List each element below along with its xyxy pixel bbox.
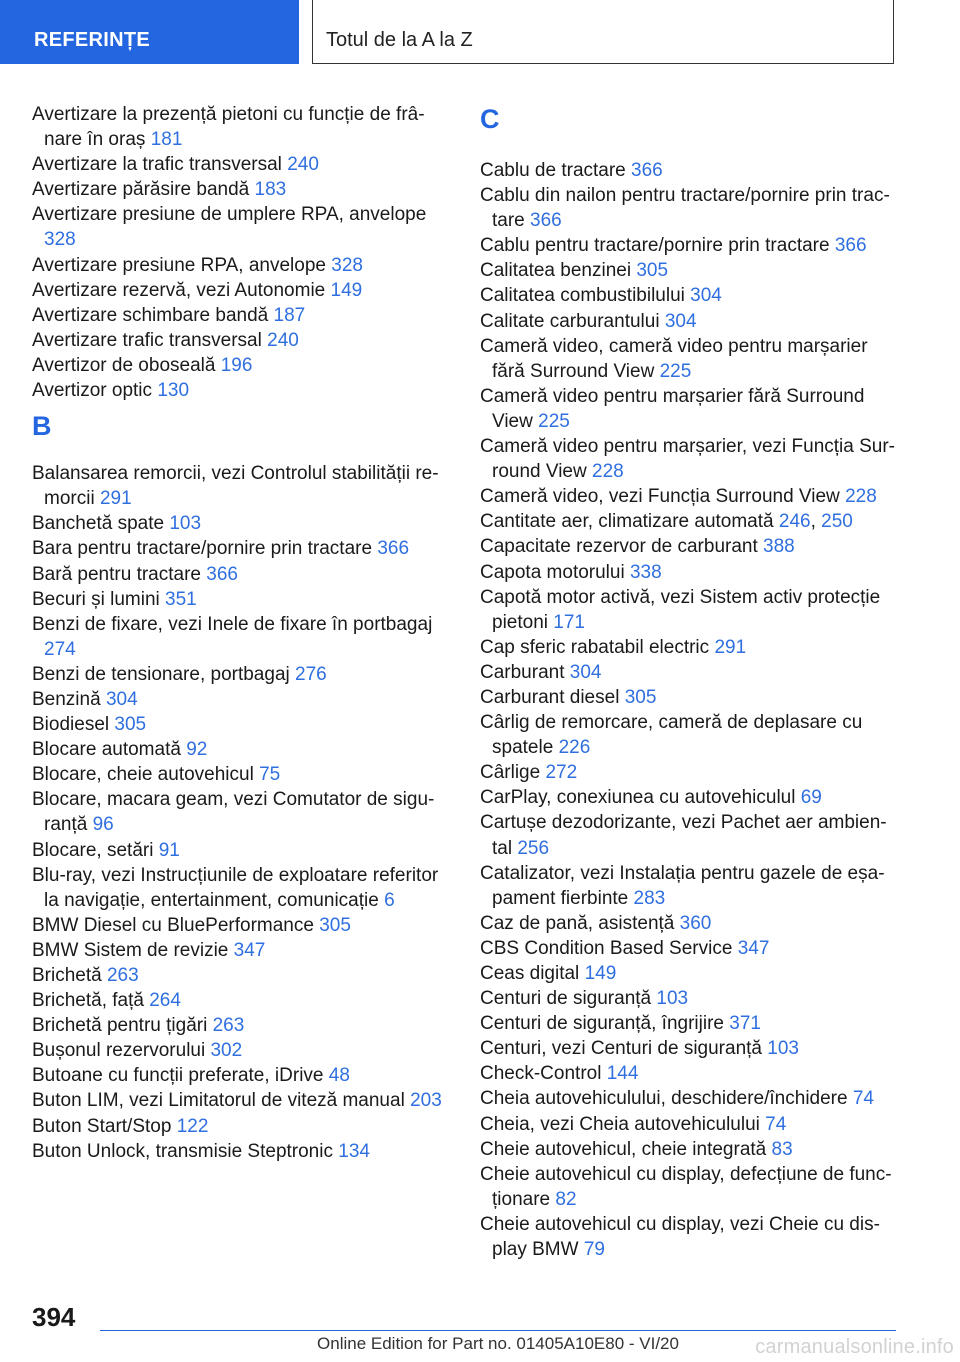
index-entry: [32, 587, 452, 612]
index-entry: [32, 1088, 452, 1113]
index-entry: [480, 560, 900, 585]
index-entry: [32, 253, 452, 278]
page-reference-link[interactable]: 366: [206, 563, 238, 585]
page-reference-link[interactable]: 228: [845, 486, 877, 508]
footer-divider: [100, 1330, 896, 1331]
page-reference-link[interactable]: 328: [331, 254, 363, 276]
index-entry-text: Avertizare părăsire bandă: [32, 179, 250, 201]
page-reference-link[interactable]: 302: [210, 1040, 243, 1062]
index-entry: [480, 158, 900, 183]
index-entry-text: Centuri de siguranță: [480, 988, 652, 1010]
index-entry-text: Carburant diesel: [480, 686, 620, 708]
index-entry-text: Cameră video pentru marșarier, vezi Funcția Surround View: [480, 436, 895, 483]
index-entry-text: Cheie autovehicul cu display, defecțiune de funcționare: [480, 1163, 892, 1210]
index-entry: [480, 1011, 900, 1036]
index-entry-text: Calitatea combustibilului: [480, 285, 685, 307]
page-reference-link[interactable]: 171: [553, 611, 585, 633]
index-entry: [32, 511, 452, 536]
index-entry-text: Cârlig de remorcare, cameră de deplasare cu spatele: [480, 712, 863, 759]
chapter-header: [312, 0, 894, 64]
index-entry: [480, 1112, 900, 1137]
index-entry: [480, 710, 900, 760]
index-entry-text: Capota motorului: [480, 561, 625, 583]
index-entry-text: Catalizator, vezi Instalația pentru gazele de eșapament fierbinte: [480, 862, 885, 909]
page-reference-link[interactable]: 291: [714, 636, 747, 658]
index-entry: [32, 988, 452, 1013]
index-entry: [32, 152, 452, 177]
index-group-c: [480, 158, 900, 1262]
page-reference-link[interactable]: 74: [765, 1113, 787, 1135]
index-entry-text: Avertizor de oboseală: [32, 354, 216, 376]
index-entry: [32, 762, 452, 787]
index-entry-text: Cameră video pentru marșarier fără Surround View: [480, 385, 865, 432]
index-entry-text: BMW Diesel cu BluePerformance: [32, 914, 314, 936]
index-entry: [32, 1139, 452, 1164]
index-entry: [480, 961, 900, 986]
index-entry-text: Banchetă spate: [32, 513, 165, 535]
page-reference-link[interactable]: 183: [254, 179, 287, 201]
index-entry-text: Avertizare presiune RPA, anvelope: [32, 254, 326, 276]
page-reference-link[interactable]: 276: [295, 663, 327, 685]
index-entry-text: Butoane cu funcții preferate, iDrive: [32, 1065, 324, 1087]
page-reference-link[interactable]: 304: [690, 285, 722, 307]
index-entry-text: Cablu pentru tractare/pornire prin tractare: [480, 235, 830, 257]
index-entry: [32, 963, 452, 988]
page-reference-link[interactable]: 246: [778, 511, 811, 533]
index-entry-text: Benzină: [32, 688, 101, 710]
page-reference-link[interactable]: 103: [767, 1038, 799, 1060]
page-reference-link[interactable]: 304: [664, 310, 697, 332]
page-reference-link[interactable]: 92: [186, 739, 208, 761]
index-letter-c: C: [480, 104, 500, 134]
index-entry-text: Ceas digital: [480, 963, 580, 984]
index-entry: [480, 911, 900, 936]
index-column-right: [480, 102, 900, 1262]
index-entry-text: Capotă motor activă, vezi Sistem activ protecție pietoni: [480, 586, 881, 633]
page-reference-link[interactable]: 366: [834, 235, 867, 257]
index-entry: [480, 534, 900, 559]
index-entry-text: Capacitate rezervor de carburant: [480, 536, 758, 558]
index-entry: [32, 687, 452, 712]
index-group-b: [32, 461, 452, 1164]
page-reference-link[interactable]: 240: [267, 329, 299, 351]
index-entry-text: Cheie autovehicul cu display, vezi Cheie cu display BMW: [480, 1213, 880, 1261]
page-reference-link[interactable]: 328: [44, 229, 76, 251]
index-entry-text: Cablu de tractare: [480, 160, 626, 181]
page-reference-link[interactable]: 226: [558, 737, 591, 759]
index-entry: [32, 1114, 452, 1139]
page-reference-link[interactable]: 96: [92, 814, 114, 836]
index-entry: [480, 660, 900, 685]
page-reference-link[interactable]: 149: [330, 279, 363, 301]
index-entry: [32, 102, 452, 152]
index-entry-text: Cartușe dezodorizante, vezi Pachet aer ambiental: [480, 812, 887, 859]
index-entry: [480, 936, 900, 961]
page-reference-link[interactable]: 263: [106, 965, 139, 986]
index-entry: [32, 1063, 452, 1088]
page-reference-link[interactable]: 48: [328, 1065, 350, 1087]
index-entry: [32, 328, 452, 353]
page-reference-link[interactable]: 305: [624, 686, 657, 708]
index-entry: [32, 536, 452, 561]
index-entry: [480, 785, 900, 810]
index-entry-text: Centuri, vezi Centuri de siguranță: [480, 1038, 762, 1060]
page-reference-link[interactable]: 366: [631, 160, 663, 181]
index-entry: [480, 685, 900, 710]
page-reference-link[interactable]: 366: [530, 210, 562, 232]
index-entry: [480, 1036, 900, 1061]
index-entry: [32, 712, 452, 737]
index-entry: [480, 986, 900, 1011]
index-entry-text: BMW Sistem de revizie: [32, 939, 229, 961]
page-reference-link[interactable]: 274: [44, 638, 76, 660]
index-entry: [480, 810, 900, 860]
index-entry-text: Cheia, vezi Cheia autovehiculului: [480, 1113, 760, 1135]
page-reference-link[interactable]: 225: [538, 410, 570, 432]
index-entry: [480, 258, 900, 283]
page-reference-link[interactable]: 228: [592, 461, 624, 483]
index-entry-text: Avertizare la trafic transversal: [32, 154, 282, 176]
page-reference-link[interactable]: 250: [821, 511, 853, 533]
index-entry: [32, 562, 452, 587]
page-reference-link[interactable]: 130: [157, 380, 190, 402]
index-entry-text: Cap sferic rabatabil electric: [480, 636, 710, 658]
index-entry-text: Cameră video, vezi Funcția Surround View: [480, 486, 840, 508]
page-reference-link[interactable]: 6: [384, 889, 395, 911]
index-column-left: [32, 102, 452, 1164]
chapter-title: Totul de la A la Z: [326, 29, 473, 51]
page-reference-link[interactable]: 69: [800, 787, 822, 809]
watermark: carmanualsonline.info: [755, 1336, 954, 1358]
page-reference-link[interactable]: 371: [729, 1013, 761, 1035]
page-reference-link[interactable]: 240: [287, 154, 319, 176]
page-reference-link[interactable]: 187: [273, 304, 306, 326]
index-entry-text: Cheia autovehiculului, deschidere/închidere: [480, 1088, 848, 1110]
page-reference-link[interactable]: 122: [176, 1115, 209, 1137]
index-entry-text: Bară pentru tractare: [32, 563, 201, 585]
page-reference-link[interactable]: 264: [149, 990, 181, 1012]
index-entry: [32, 353, 452, 378]
page-reference-link[interactable]: 304: [105, 688, 138, 710]
page-reference-link[interactable]: 291: [99, 488, 132, 510]
index-entry: [32, 838, 452, 863]
index-entry-text: Avertizor optic: [32, 380, 153, 402]
index-entry-text: Centuri de siguranță, îngrijire: [480, 1013, 724, 1035]
index-entry-text: Avertizare la prezență pietoni cu funcție de frânare în oraș: [32, 104, 425, 151]
index-entry-text: Becuri și lumini: [32, 588, 160, 610]
index-entry-text: Benzi de fixare, vezi Inele de fixare în portbagaj: [32, 613, 433, 635]
page-reference-link[interactable]: 256: [517, 837, 550, 859]
index-entry: [480, 384, 900, 434]
index-group-a: [32, 102, 452, 403]
index-entry-text: Cantitate aer, climatizare automată: [480, 511, 774, 533]
page-reference-link[interactable]: 103: [656, 988, 689, 1010]
index-entry: [480, 283, 900, 308]
index-entry: [32, 1013, 452, 1038]
page-reference-link[interactable]: 263: [212, 1015, 245, 1037]
page-number: 394: [32, 1302, 76, 1332]
index-entry-text: Avertizare presiune de umplere RPA, anvelope: [32, 204, 427, 226]
section-tab: [0, 0, 299, 64]
page-reference-link[interactable]: 74: [852, 1088, 874, 1110]
page-reference-link[interactable]: 134: [338, 1140, 370, 1162]
index-entry: [480, 635, 900, 660]
page-reference-link[interactable]: 79: [583, 1239, 605, 1261]
index-entry-text: Brichetă, față: [32, 990, 144, 1012]
index-entry: [32, 278, 452, 303]
index-entry: [480, 1212, 900, 1262]
page-reference-link[interactable]: 225: [659, 360, 692, 382]
page-reference-link[interactable]: 305: [636, 260, 669, 282]
index-entry-text: Bușonul rezervorului: [32, 1040, 206, 1062]
index-entry: [32, 913, 452, 938]
index-entry-text: CarPlay, conexiunea cu autovehiculul: [480, 787, 796, 809]
index-entry-text: Cârlige: [480, 762, 541, 784]
page-reference-link[interactable]: 181: [150, 129, 183, 151]
page-reference-link[interactable]: 75: [259, 764, 281, 786]
index-entry: [32, 863, 452, 913]
page-reference-link[interactable]: 388: [763, 536, 795, 558]
index-entry-text: Avertizare trafic transversal: [32, 329, 262, 351]
page-reference-link[interactable]: 103: [169, 513, 202, 535]
index-entry: [32, 612, 452, 662]
index-entry: [32, 662, 452, 687]
page-reference-link[interactable]: 347: [737, 937, 770, 959]
page-reference-link[interactable]: 196: [220, 354, 253, 376]
index-entry-text: Cheie autovehicul, cheie integrată: [480, 1138, 767, 1160]
index-entry-text: Avertizare schimbare bandă: [32, 304, 269, 326]
index-entry-text: Buton Start/Stop: [32, 1115, 172, 1137]
page-reference-link[interactable]: 366: [377, 538, 410, 560]
page-reference-link[interactable]: 83: [771, 1138, 793, 1160]
page-reference-link[interactable]: 338: [629, 561, 662, 583]
index-entry-text: CBS Condition Based Service: [480, 937, 733, 959]
index-entry: [480, 309, 900, 334]
page-reference-link[interactable]: 305: [319, 914, 351, 936]
index-entry: [480, 334, 900, 384]
index-entry: [480, 1162, 900, 1212]
index-entry: [32, 938, 452, 963]
index-entry: [480, 484, 900, 509]
page-reference-link[interactable]: 360: [679, 912, 712, 934]
index-entry: [32, 303, 452, 328]
page-reference-link[interactable]: 283: [633, 887, 666, 909]
page-reference-link[interactable]: 82: [555, 1188, 577, 1210]
index-entry: [32, 737, 452, 762]
page-reference-link[interactable]: 272: [545, 762, 578, 784]
index-entry-text: Blocare automată: [32, 739, 181, 761]
index-entry-text: Bara pentru tractare/pornire prin tractare: [32, 538, 373, 560]
index-entry-text: Brichetă pentru țigări: [32, 1015, 208, 1037]
index-entry: [480, 1061, 900, 1086]
page-reference-link[interactable]: 91: [158, 839, 180, 861]
index-entry: [480, 585, 900, 635]
index-entry-text: Caz de pană, asistență: [480, 912, 675, 934]
index-entry: [480, 1137, 900, 1162]
page-reference-link[interactable]: 149: [584, 963, 617, 984]
page-reference-link[interactable]: 305: [114, 714, 147, 736]
index-entry-text: Benzi de tensionare, portbagaj: [32, 663, 290, 685]
index-entry-text: Blocare, macara geam, vezi Comutator de siguranță: [32, 789, 435, 836]
index-entry: Cantitate aer, climatizare automată 246, 250: [480, 511, 853, 533]
index-entry: [480, 183, 900, 233]
index-entry-text: Blocare, setări: [32, 839, 154, 861]
index-entry: [32, 378, 452, 403]
index-entry: [32, 461, 452, 511]
index-entry: [480, 434, 900, 484]
index-entry-text: Brichetă: [32, 965, 102, 986]
index-entry-text: Blocare, cheie autovehicul: [32, 764, 254, 786]
index-entry: [32, 202, 452, 252]
index-entry: [480, 861, 900, 911]
index-entry: [480, 1086, 900, 1111]
index-entry-text: Balansarea remorcii, vezi Controlul stabilității remorcii: [32, 463, 439, 510]
index-letter-b: B: [32, 411, 52, 442]
page-reference-link[interactable]: 347: [233, 939, 266, 961]
index-entry-text: Calitatea benzinei: [480, 260, 632, 282]
index-entry: [480, 233, 900, 258]
index-entry-text: Buton LIM, vezi Limitatorul de viteză manual: [32, 1090, 405, 1112]
page-reference-link[interactable]: 351: [165, 588, 197, 610]
index-entry-text: Carburant: [480, 661, 565, 683]
page-reference-link[interactable]: 144: [606, 1063, 639, 1085]
index-entry-text: Avertizare rezervă, vezi Autonomie: [32, 279, 326, 301]
index-entry: [480, 760, 900, 785]
edition-info: Online Edition for Part no. 01405A10E80 - VI/20: [317, 1334, 679, 1353]
index-entry-text: Biodiesel: [32, 714, 110, 736]
index-entry-text: Calitate carburantului: [480, 310, 660, 332]
section-label: REFERINȚE: [34, 29, 151, 51]
index-entry-text: Blu-ray, vezi Instrucțiunile de exploatare referitor la navigație, entertainment, comunicație: [32, 864, 439, 911]
page-reference-link[interactable]: 203: [410, 1090, 442, 1112]
index-entry-text: Cablu din nailon pentru tractare/pornire prin tractare: [480, 185, 890, 232]
index-entry-text: Check-Control: [480, 1063, 602, 1085]
index-entry-text: Cameră video, cameră video pentru marșarier fără Surround View: [480, 335, 868, 382]
index-entry: [32, 1038, 452, 1063]
index-entry-text: Buton Unlock, transmisie Steptronic: [32, 1140, 333, 1162]
index-entry: [32, 177, 452, 202]
index-entry: [32, 787, 452, 837]
page-reference-link[interactable]: 304: [569, 661, 602, 683]
